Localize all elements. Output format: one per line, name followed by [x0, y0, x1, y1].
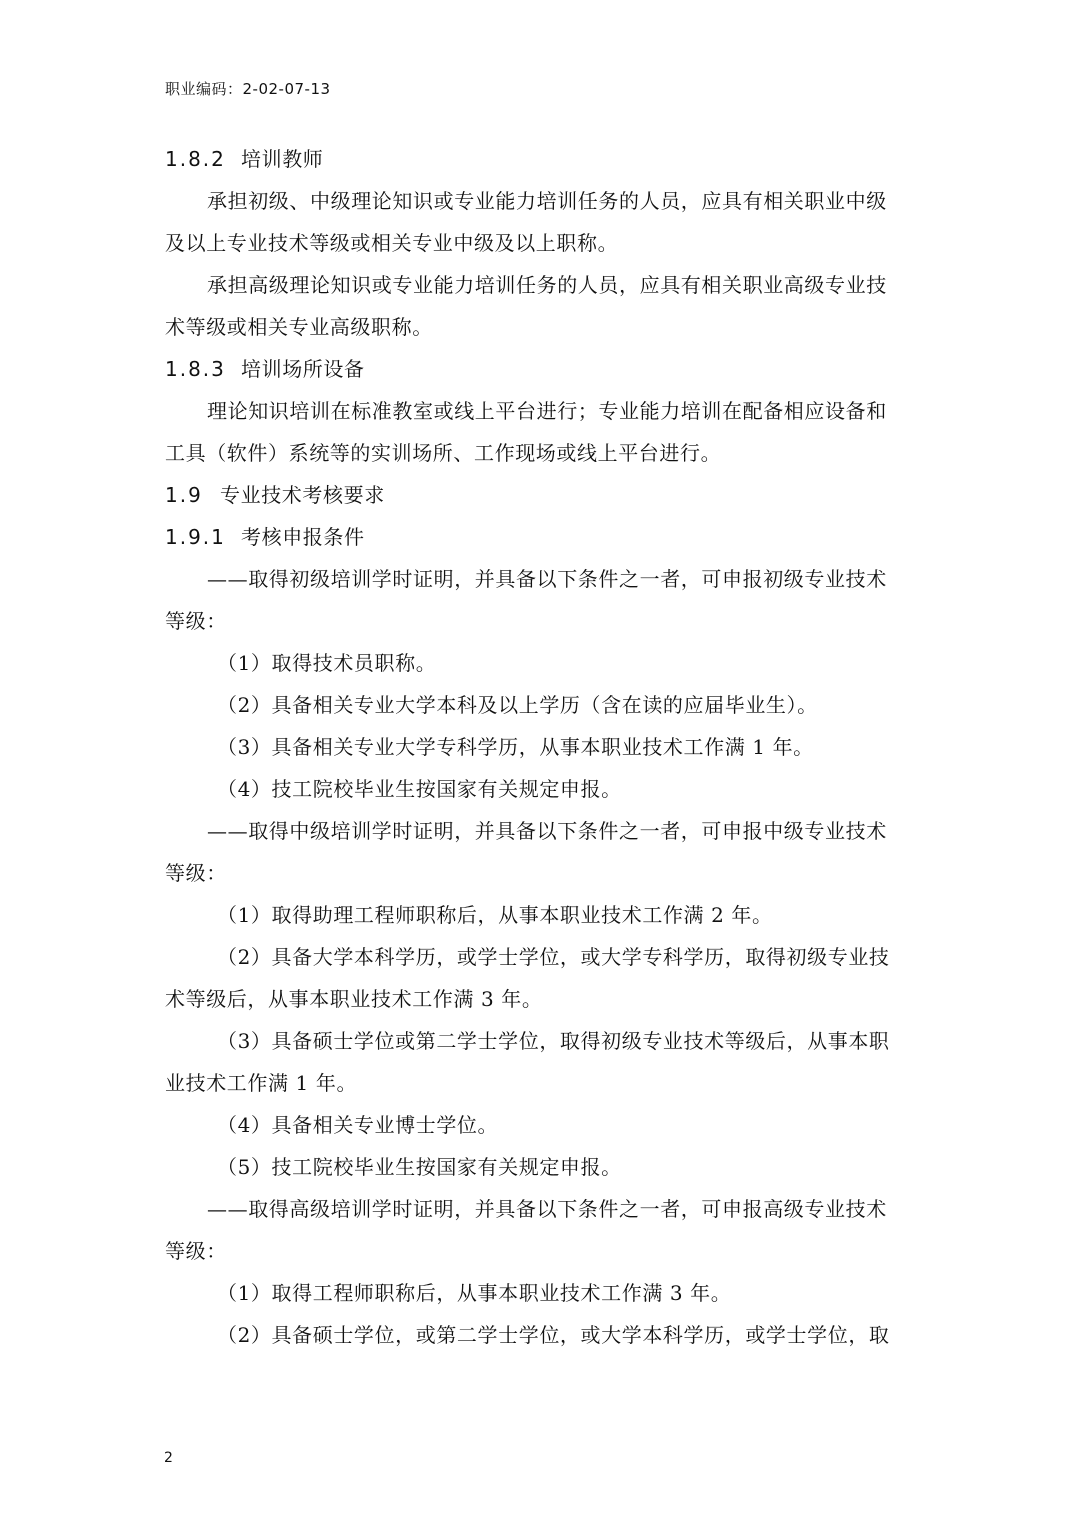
list-item: （1）取得工程师职称后，从事本职业技术工作满 3 年。: [217, 1281, 732, 1305]
section-number: 1.9.1: [165, 525, 226, 549]
section-title: 培训教师: [241, 147, 324, 171]
list-item: （1）取得助理工程师职称后，从事本职业技术工作满 2 年。: [217, 903, 773, 927]
list-item: （2）具备大学本科学历，或学士学位，或大学专科学历，取得初级专业技: [217, 945, 890, 969]
paragraph-line: 承担高级理论知识或专业能力培训任务的人员，应具有相关职业高级专业技: [207, 273, 887, 297]
paragraph-line: 等级：: [165, 609, 227, 633]
section-heading-1-8-3: [165, 348, 920, 390]
section-number: 1.9: [165, 483, 203, 507]
section-title: 专业技术考核要求: [220, 483, 385, 507]
paragraph-line: 承担初级、中级理论知识或专业能力培训任务的人员，应具有相关职业中级: [207, 189, 887, 213]
paragraph-line: 术等级或相关专业高级职称。: [165, 315, 433, 339]
list-item: （3）具备相关专业大学专科学历，从事本职业技术工作满 1 年。: [217, 735, 814, 759]
paragraph-line: 术等级后，从事本职业技术工作满 3 年。: [165, 987, 543, 1011]
job-code-header: 职业编码：2-02-07-13: [165, 80, 331, 98]
paragraph-line: 工具（软件）系统等的实训场所、工作现场或线上平台进行。: [165, 441, 722, 465]
list-item: （2）具备相关专业大学本科及以上学历（含在读的应届毕业生）。: [217, 693, 818, 717]
paragraph-line: ——取得高级培训学时证明，并具备以下条件之一者，可申报高级专业技术: [207, 1197, 887, 1221]
list-item: （5）技工院校毕业生按国家有关规定申报。: [217, 1155, 622, 1179]
paragraph-line: ——取得中级培训学时证明，并具备以下条件之一者，可申报中级专业技术: [207, 819, 887, 843]
paragraph-line: 等级：: [165, 861, 227, 885]
section-number: 1.8.3: [165, 357, 226, 381]
section-title: 培训场所设备: [241, 357, 365, 381]
paragraph-line: 业技术工作满 1 年。: [165, 1071, 358, 1095]
list-item: （3）具备硕士学位或第二学士学位，取得初级专业技术等级后，从事本职: [217, 1029, 890, 1053]
document-body: [165, 138, 920, 1356]
paragraph-line: 理论知识培训在标准教室或线上平台进行；专业能力培训在配备相应设备和: [207, 399, 887, 423]
list-item: （2）具备硕士学位，或第二学士学位，或大学本科学历，或学士学位，取: [217, 1323, 890, 1347]
section-heading-1-9-1: [165, 516, 920, 558]
list-item: （4）技工院校毕业生按国家有关规定申报。: [217, 777, 622, 801]
page-number: 2: [164, 1450, 173, 1466]
list-item: （4）具备相关专业博士学位。: [217, 1113, 499, 1137]
section-title: 考核申报条件: [241, 525, 365, 549]
section-number: 1.8.2: [165, 147, 226, 171]
section-heading-1-8-2: [165, 138, 920, 180]
list-item: （1）取得技术员职称。: [217, 651, 437, 675]
paragraph-line: 及以上专业技术等级或相关专业中级及以上职称。: [165, 231, 619, 255]
paragraph-line: 等级：: [165, 1239, 227, 1263]
paragraph-line: ——取得初级培训学时证明，并具备以下条件之一者，可申报初级专业技术: [207, 567, 887, 591]
section-heading-1-9: [165, 474, 920, 516]
